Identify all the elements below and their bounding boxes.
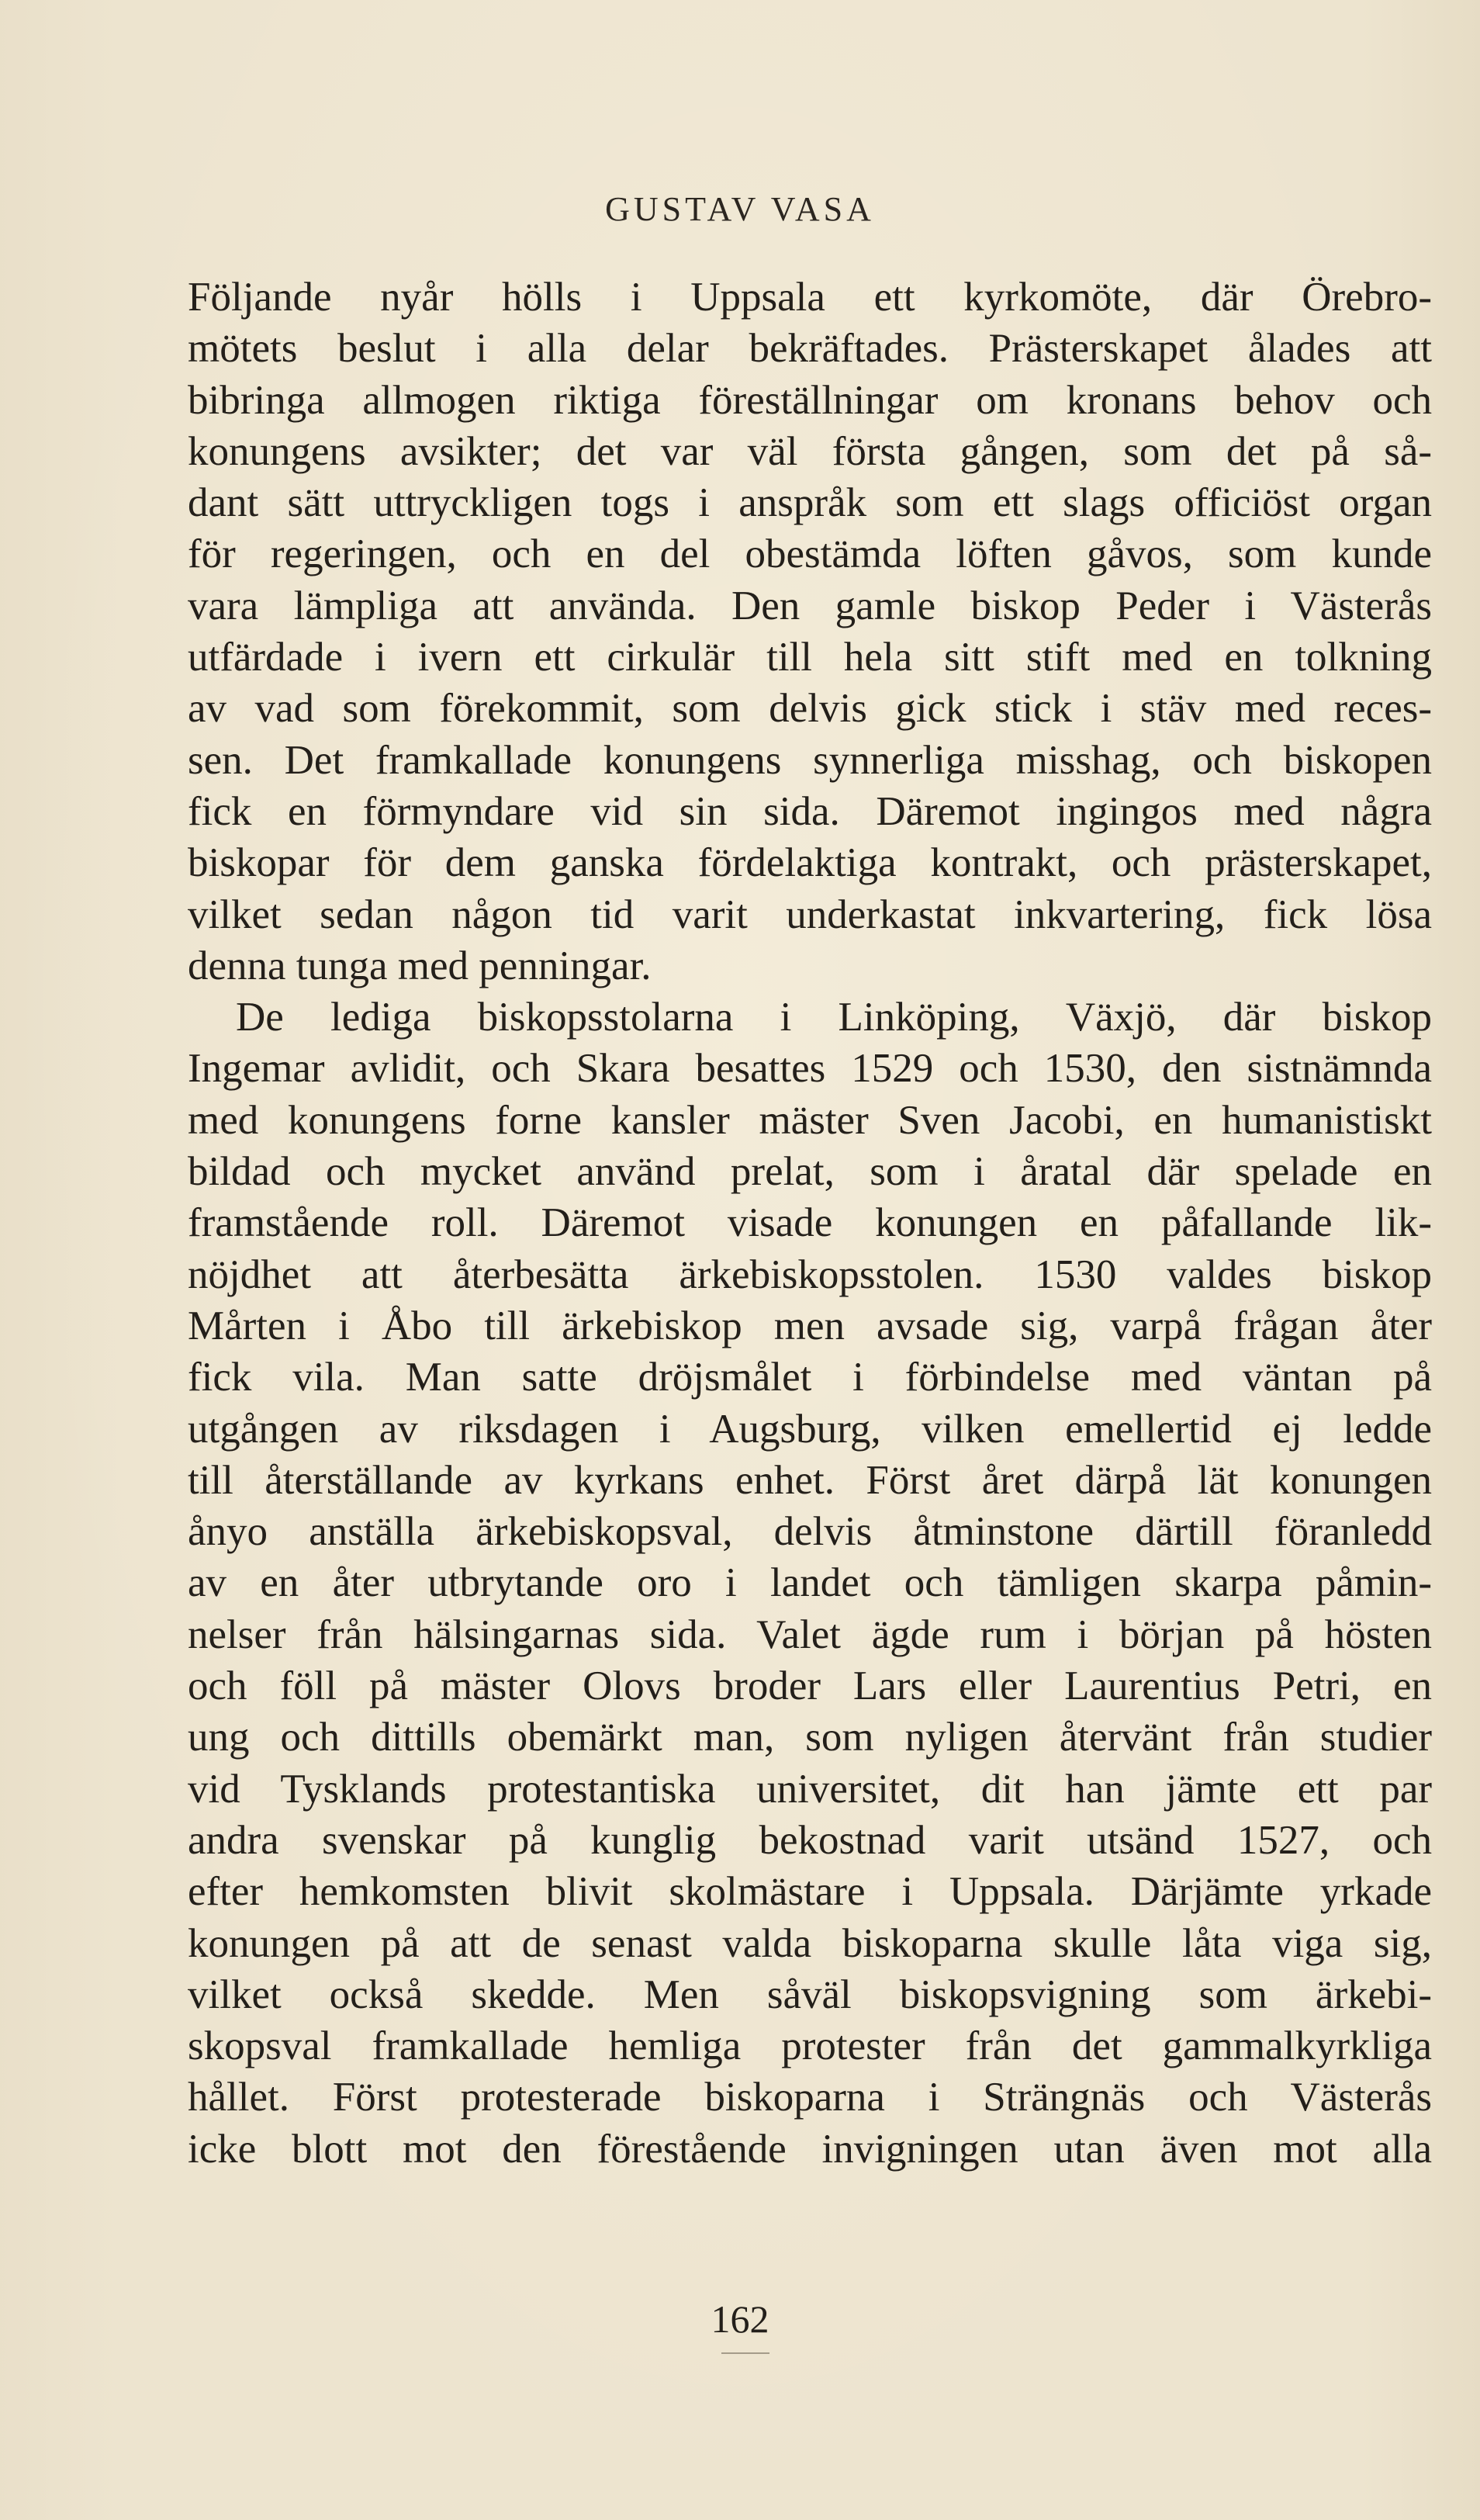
text-line: Följande nyår hölls i Uppsala ett kyrkomöte, där Örebro- [188, 275, 1432, 320]
text-line: utfärdade i ivern ett cirkulär till hela sitt stift med en tolkning [188, 635, 1432, 680]
text-line: efter hemkomsten blivit skolmästare i Uppsala. Därjämte yrkade [188, 1869, 1432, 1915]
text-line: av en åter utbrytande oro i landet och tämligen skarpa påmin- [188, 1560, 1432, 1606]
running-head: GUSTAV VASA [605, 190, 875, 228]
text-line: framstående roll. Däremot visade konungen en påfallande lik- [188, 1200, 1432, 1246]
text-line: av vad som förekommit, som delvis gick stick i stäv med reces- [188, 686, 1432, 732]
text-line: och föll på mäster Olovs broder Lars eller Laurentius Petri, en [188, 1663, 1432, 1709]
text-line: vilket sedan någon tid varit underkastat inkvartering, fick lösa [188, 891, 1432, 937]
text-line: vara lämpliga att använda. Den gamle biskop Peder i Västerås [188, 583, 1432, 628]
text-line: bibringa allmogen riktiga föreställningar om kronans behov och [188, 377, 1432, 423]
text-line: nelser från hälsingarnas sida. Valet ägde rum i början på hösten [188, 1611, 1432, 1657]
paragraph [188, 272, 1432, 992]
page-number: 162 [711, 2297, 769, 2341]
text-line: fick vila. Man satte dröjsmålet i förbindelse med väntan på [188, 1355, 1432, 1400]
text-line: mötets beslut i alla delar bekräftades. Prästerskapet ålades att [188, 326, 1432, 372]
text-line: Ingemar avlidit, och Skara besattes 1529 och 1530, den sistnämnda [188, 1046, 1432, 1092]
text-line: skopsval framkallade hemliga protester från det gammalkyrkliga [188, 2023, 1432, 2069]
text-line: till återställande av kyrkans enhet. Först året därpå lät konungen [188, 1457, 1432, 1503]
text-line: ung och dittills obemärkt man, som nyligen återvänt från studier [188, 1715, 1432, 1760]
text-line: dant sätt uttryckligen togs i anspråk som ett slags officiöst organ [188, 480, 1432, 526]
text-line: sen. Det framkallade konungens synnerliga misshag, och biskopen [188, 737, 1432, 783]
text-line: fick en förmyndare vid sin sida. Däremot ingingos med några [188, 788, 1432, 834]
text-line: denna tunga med penningar. [188, 943, 652, 988]
text-line: De lediga biskopsstolarna i Linköping, Växjö, där biskop [236, 995, 1432, 1040]
text-line: icke blott mot den förestående invigningen utan även mot alla [188, 2126, 1432, 2172]
text-line: andra svenskar på kunglig bekostnad varit utsänd 1527, och [188, 1817, 1432, 1863]
page-number-rule [721, 2352, 769, 2354]
text-line: utgången av riksdagen i Augsburg, vilken emellertid ej ledde [188, 1406, 1432, 1452]
text-line: vilket också skedde. Men såväl biskopsvigning som ärkebi- [188, 1971, 1432, 2017]
text-line: biskopar för dem ganska fördelaktiga kontrakt, och prästerskapet, [188, 840, 1432, 886]
text-line: konungens avsikter; det var väl första gången, som det på så- [188, 428, 1432, 474]
text-line: nöjdhet att återbesätta ärkebiskopsstolen. 1530 valdes biskop [188, 1251, 1432, 1297]
text-line: vid Tysklands protestantiska universitet, dit han jämte ett par [188, 1766, 1432, 1812]
text-line: konungen på att de senast valda biskoparna skulle låta viga sig, [188, 1920, 1432, 1966]
paragraph [188, 992, 1432, 2175]
text-line: bildad och mycket använd prelat, som i åratal där spelade en [188, 1149, 1432, 1195]
text-line: ånyo anställa ärkebiskopsval, delvis åtminstone därtill föranledd [188, 1509, 1432, 1555]
text-line: hållet. Först protesterade biskoparna i Strängnäs och Västerås [188, 2075, 1432, 2120]
text-line: Mårten i Åbo till ärkebiskop men avsade sig, varpå frågan åter [188, 1303, 1432, 1348]
body-text [188, 272, 1432, 2175]
text-line: för regeringen, och en del obestämda löften gåvos, som kunde [188, 531, 1432, 577]
text-line: med konungens forne kansler mäster Sven Jacobi, en humanistiskt [188, 1097, 1432, 1143]
